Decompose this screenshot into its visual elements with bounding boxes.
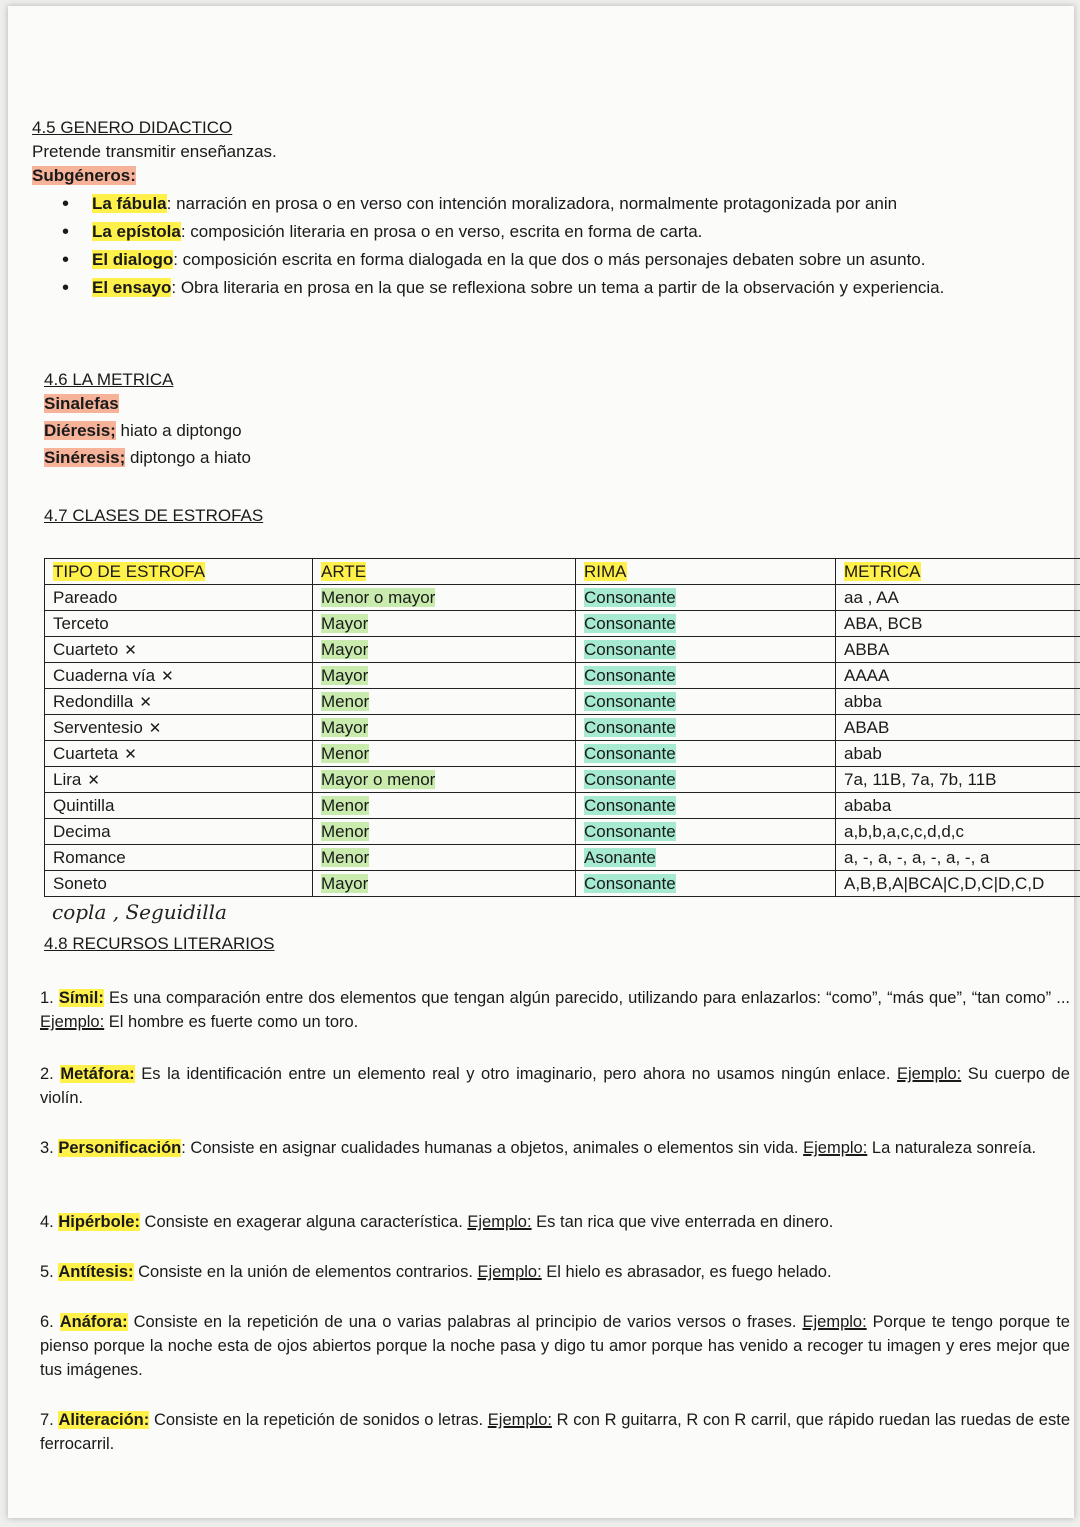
header-rima: RIMA [584,561,627,581]
recurso-term: Anáfora: [59,1313,128,1331]
recurso-item [40,1210,1070,1234]
header-arte: ARTE [321,561,367,581]
table-row [45,793,1080,819]
recurso-num: 3. [40,1139,54,1157]
recurso-example: El hombre es fuerte como un toro. [104,1013,359,1031]
cell-metrica: a, -, a, -, a, -, a, -, a [844,847,990,867]
list-item: • El dialogo: composición escrita en forma dialogada en la que dos o más personajes debaten sobre un asunto. [32,248,1080,272]
recurso-num: 4. [40,1213,54,1231]
recurso-term: Personificación [58,1139,182,1157]
recurso-item [40,1408,1070,1456]
metrica-item: Sinéresis; diptongo a hiato [44,448,251,467]
recurso-term: Metáfora: [60,1065,135,1083]
metrica-item: Diéresis; hiato a diptongo [44,421,242,440]
recurso-item [40,1260,1070,1284]
cell-metrica: AAAA [844,665,890,685]
recurso-ej: Ejemplo: [802,1313,867,1331]
cross-mark-icon: ✕ [139,693,152,711]
table-row [45,637,1080,663]
cell-tipo: Cuarteto [53,639,119,659]
cross-mark-icon: ✕ [124,641,137,659]
cell-metrica: a,b,b,a,c,c,d,d,c [844,821,965,841]
cell-metrica: aa , AA [844,587,899,607]
cell-rima: Consonante [584,769,676,789]
table-header-row [45,559,1080,585]
cell-rima: Consonante [584,691,676,711]
cell-arte: Menor [321,691,370,711]
recurso-item [40,1310,1070,1382]
cell-arte: Mayor [321,873,369,893]
recurso-ej: Ejemplo: [487,1411,552,1429]
metrica-item: Sinalefas [44,394,119,413]
table-row [45,741,1080,767]
cross-mark-icon: ✕ [124,745,137,763]
cell-metrica: ABAB [844,717,890,737]
table-row [45,871,1080,897]
cell-rima: Consonante [584,821,676,841]
section-title-estrofas: 4.7 CLASES DE ESTROFAS [44,506,264,525]
section-genero-didactico [32,116,1080,300]
recurso-ej: Ejemplo: [40,1013,105,1031]
cell-arte: Mayor [321,613,369,633]
cell-arte: Menor [321,743,370,763]
cell-tipo: Terceto [53,613,109,633]
cell-tipo: Lira [53,769,82,789]
cell-arte: Menor [321,795,370,815]
cell-tipo: Quintilla [53,795,115,815]
recurso-num: 1. [40,989,54,1007]
header-metrica: METRICA [844,561,921,581]
cell-tipo: Serventesio [53,717,143,737]
recurso-text: Consiste en la unión de elementos contrarios. [133,1263,478,1281]
cell-arte: Mayor o menor [321,769,436,789]
recurso-example: El hielo es abrasador, es fuego helado. [541,1263,832,1281]
recurso-ej: Ejemplo: [897,1065,962,1083]
recurso-example: Porque te tengo porque te pienso porque la noche esta de ojos abiertos porque la noche pasa y digo tu amor porque has venido a recoger tu imagen y eres mejor que tus imágenes. [40,1313,1070,1379]
recurso-term: Símil: [58,989,104,1007]
recurso-text: : Consiste en asignar cualidades humanas a objetos, animales o elementos sin vida. [181,1139,804,1157]
cell-rima: Consonante [584,795,676,815]
cell-metrica: ABA, BCB [844,613,923,633]
cell-tipo: Cuarteta [53,743,119,763]
cell-rima: Asonante [584,847,656,867]
intro-text: Pretende transmitir enseñanzas. [32,142,277,161]
cell-tipo: Romance [53,847,126,867]
list-item: • La epístola: composición literaria en prosa o en verso, escrita en forma de carta. [32,220,1080,244]
recurso-term: Hipérbole: [58,1213,140,1231]
cell-tipo: Redondilla [53,691,134,711]
recurso-ej: Ejemplo: [467,1213,532,1231]
estrofas-table [44,558,1080,897]
recurso-example: Es tan rica que vive enterrada en dinero. [531,1213,834,1231]
list-item: • El ensayo: Obra literaria en prosa en la que se reflexiona sobre un tema a partir de la observación y experiencia. [32,276,1080,300]
recurso-text: Consiste en la repetición de sonidos o letras. [149,1411,488,1429]
handwritten-note: copla , Seguidilla [52,900,227,924]
cell-rima: Consonante [584,639,676,659]
recurso-term: Aliteración: [58,1411,150,1429]
recurso-term: Antítesis: [58,1263,134,1281]
recurso-num: 2. [40,1065,54,1083]
cell-arte: Menor o mayor [321,587,436,607]
list-item: • La fábula: narración en prosa o en verso con intención moralizadora, normalmente protagonizada por anin [32,192,1080,216]
cell-metrica: abba [844,691,882,711]
cell-arte: Menor [321,821,370,841]
cell-tipo: Decima [53,821,111,841]
section-metrica [44,368,251,470]
cell-rima: Consonante [584,665,676,685]
recurso-item [40,1136,1070,1160]
recurso-text: Es una comparación entre dos elementos que tengan algún parecido, utilizando para enlazarlos: “como”, “más que”, “tan como” ... [103,989,1070,1007]
table-row [45,663,1080,689]
cross-mark-icon: ✕ [87,771,100,789]
subgeneros-label: Subgéneros: [32,166,136,185]
table-row [45,689,1080,715]
cell-metrica: ababa [844,795,892,815]
recurso-text: Consiste en exagerar alguna característica. [139,1213,468,1231]
cell-tipo: Cuaderna vía [53,665,156,685]
recurso-example: La naturaleza sonreía. [867,1139,1037,1157]
recurso-text: Es la identificación entre un elemento real y otro imaginario, pero ahora no usamos ningún enlace. [134,1065,898,1083]
section-title: 4.6 LA METRICA [44,370,174,389]
section-title-recursos: 4.8 RECURSOS LITERARIOS [44,934,275,953]
table-row [45,845,1080,871]
recurso-example: Su cuerpo de violín. [40,1065,1070,1107]
table-row [45,767,1080,793]
cell-metrica: abab [844,743,882,763]
cell-tipo: Soneto [53,873,107,893]
recurso-ej: Ejemplo: [803,1139,868,1157]
table-row [45,819,1080,845]
header-tipo: TIPO DE ESTROFA [53,561,206,581]
section-title: 4.5 GENERO DIDACTICO [32,118,233,137]
recurso-num: 7. [40,1411,54,1429]
cell-metrica: A,B,B,A|BCA|C,D,C|D,C,D [844,873,1045,893]
recurso-ej: Ejemplo: [477,1263,542,1281]
recurso-text: Consiste en la repetición de una o varias palabras al principio de varios versos o frases. [127,1313,803,1331]
cell-rima: Consonante [584,613,676,633]
cross-mark-icon: ✕ [161,667,174,685]
cell-rima: Consonante [584,587,676,607]
recurso-num: 5. [40,1263,54,1281]
cell-arte: Menor [321,847,370,867]
cross-mark-icon: ✕ [148,719,162,737]
table-row [45,611,1080,637]
cell-arte: Mayor [321,639,369,659]
cell-arte: Mayor [321,717,369,737]
table-row [45,585,1080,611]
cell-metrica: 7a, 11B, 7a, 7b, 11B [844,769,997,789]
subgeneros-list [32,192,1080,300]
cell-rima: Consonante [584,717,676,737]
recurso-item [40,986,1070,1034]
cell-rima: Consonante [584,743,676,763]
cell-tipo: Pareado [53,587,118,607]
cell-rima: Consonante [584,873,676,893]
cell-arte: Mayor [321,665,369,685]
cell-metrica: ABBA [844,639,890,659]
table-row [45,715,1080,741]
recurso-example: R con R guitarra, R con R carril, que rápido ruedan las ruedas de este ferrocarril. [40,1411,1070,1453]
recurso-item [40,1062,1070,1110]
recurso-num: 6. [40,1313,54,1331]
